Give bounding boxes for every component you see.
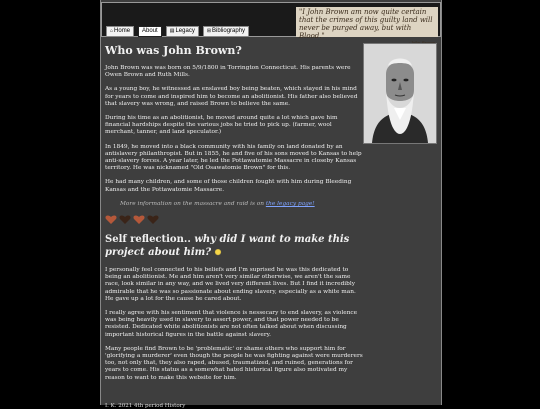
- nav-bar: [106, 26, 249, 37]
- reflection-title-plain: Self reflection..: [105, 234, 195, 246]
- legacy-page-link[interactable]: the legacy page!: [265, 200, 315, 207]
- bio-paragraph-1: John Brown was was born on 5/9/1800 in Torrington Connecticut. His parents were Owen Brown and Ruth Mills.: [105, 65, 351, 79]
- reflection-paragraph-3: Many people find Brown to be 'problematic' or shame others who support him for 'glorifying a murderer' even though the people he was fighting against were murderers too, not only that, they also raped, abused, traumatized, and ruined, generations for years to come. His status as a somewhat hated historical figure also motivated my reason to want to make this website for him.: [105, 345, 363, 381]
- book-icon: ⊞: [206, 28, 212, 34]
- heart-icon: [119, 215, 131, 224]
- page-title: Who was John Brown?: [105, 44, 242, 57]
- nav-home-label: Home: [114, 28, 131, 34]
- nav-about-label: About: [142, 28, 158, 34]
- heart-icon: [105, 215, 117, 224]
- heart-icon: [147, 215, 159, 224]
- reflection-title: [105, 234, 363, 259]
- heart-divider: [105, 215, 363, 224]
- reflection-paragraph-1: I personally feel connected to his beliefs and I'm suprised he was this dedicated to being an abolitionist. Me and him aren't very similar otherwise, we aren't the same race, look similar in any way, and we lived very different lives. But I find it incredibly admirable that he was so passionate about ending slavery, especially as a white man. He gave up a lot for the cause he cared about.: [105, 267, 356, 302]
- sparkle-icon: ✺: [214, 247, 222, 258]
- home-icon: ⌂: [110, 28, 114, 34]
- reflection-paragraph-2: I really agree with his sentiment that violence is nessecary to end slavery, as violence was being heavily used in slavery to assert power, and that power needed to be resisted. Dedicated white abolitionists are not often talked about when discussing important historical figures in the battle against slavery.: [105, 310, 358, 338]
- bio-paragraph-3: During his time as an abolitionist, he moved around quite a lot which gave him financial hardships despite the various jobs he tried to pick up. (farmer, wool merchant, tanner, and land speculator.): [105, 115, 338, 136]
- heart-icon: [133, 215, 145, 224]
- bio-paragraph-2: As a young boy, he witnessed an enslaved boy being beaten, which stayed in his mind for years to come and inspired him to become an abolitionist. His father also believed that slavery was wrong, and raised Brown to believe the same.: [105, 86, 358, 107]
- more-info-note: [105, 201, 363, 208]
- quote-text: "I John Brown am now quite certain that the crimes of this guilty land will never be purged away, but with Blood.": [299, 8, 433, 40]
- nav-legacy-label: Legacy: [175, 28, 195, 34]
- john-brown-portrait: [363, 43, 437, 144]
- nav-bibliography-label: Bibliography: [212, 28, 246, 34]
- nav-about-button[interactable]: [138, 26, 162, 37]
- footer-credit: I. K. 2021 4th period History: [105, 403, 186, 409]
- document-icon: ▤: [169, 28, 175, 34]
- main-content: [105, 41, 363, 389]
- more-info-text: More information on the massacre and raid is on: [120, 200, 266, 207]
- site-header: [101, 2, 441, 40]
- header-quote: [296, 7, 438, 40]
- reflection-title-italic: why did I want to make this project about him?: [105, 234, 350, 259]
- bio-paragraph-5: He had many children, and some of those children fought with him during Bleeding Kansas and the Pottawatomie Massacre.: [105, 179, 352, 193]
- bio-paragraph-4: In 1849, he moved into a black community with his family on land donated by an antislavery philanthropist. But in 1855, he and five of his sons moved to Kansas to help anti-slavery forces. A year later, he led the Pottawatomie Massacre in closeby Kansas territory. He was nicknamed "Old Osawatomie Brown" for this.: [105, 143, 362, 172]
- nav-home-button[interactable]: [106, 26, 134, 37]
- nav-legacy-button[interactable]: [166, 26, 199, 37]
- page-frame: [100, 0, 442, 409]
- nav-bibliography-button[interactable]: [203, 26, 249, 37]
